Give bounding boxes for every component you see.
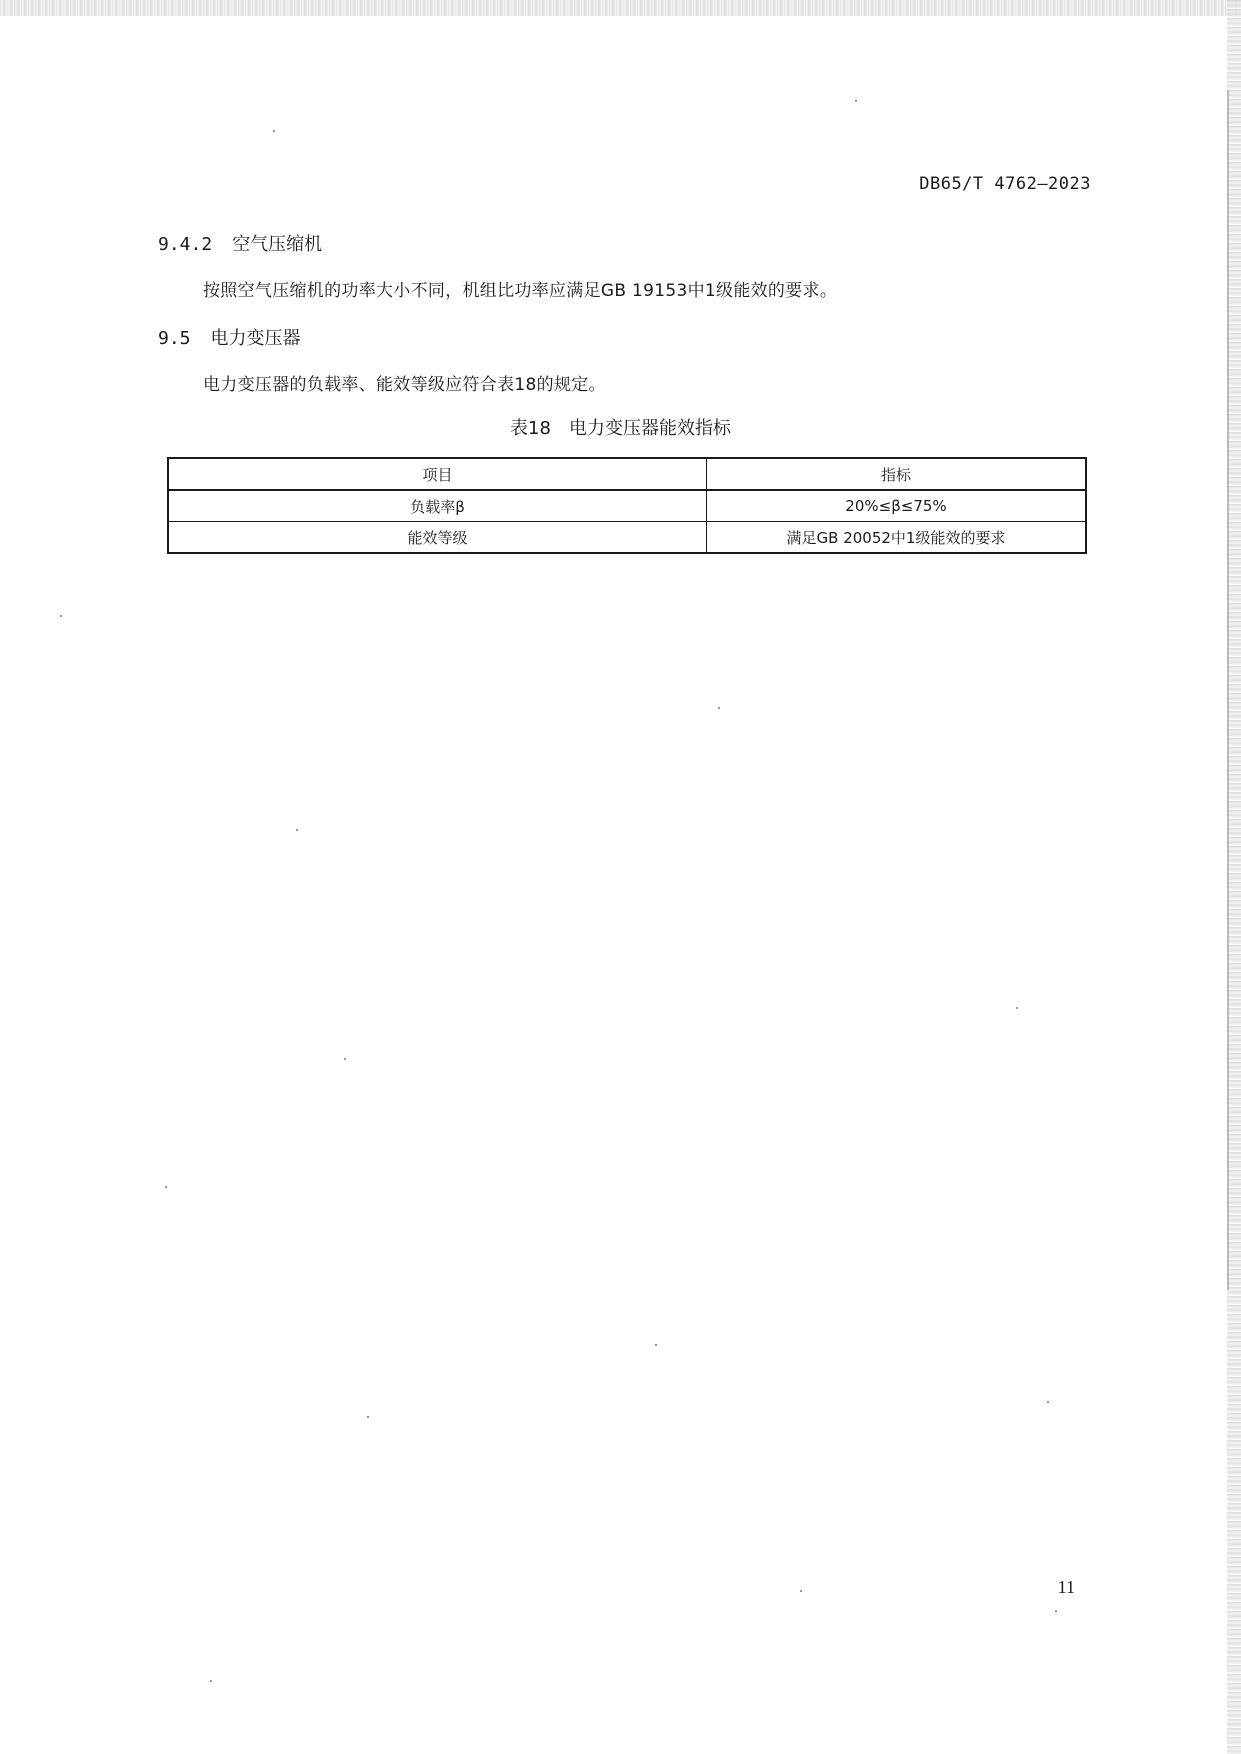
scan-speck [165,1186,167,1188]
table-cell: 20%≤β≤75% [707,490,1087,522]
document-code: DB65/T 4762—2023 [919,174,1091,194]
section-number: 9.5 [158,328,191,349]
scan-speck [800,1590,802,1592]
section-paragraph: 按照空气压缩机的功率大小不同，机组比功率应满足GB 19153中1级能效的要求。 [203,281,838,301]
scan-speck [210,1680,212,1682]
scan-speck [367,1416,369,1418]
table-cell: 满足GB 20052中1级能效的要求 [707,522,1087,554]
table-row [168,522,1086,554]
table-row [168,490,1086,522]
scan-speck [1047,1401,1049,1403]
scan-speck [1055,1610,1057,1612]
table-caption-title: 电力变压器能效指标 [568,418,731,439]
section-paragraph: 电力变压器的负载率、能效等级应符合表18的规定。 [203,375,606,395]
table-caption [0,414,1241,440]
section-title: 空气压缩机 [232,234,323,255]
scan-speck [273,130,275,132]
section-number: 9.4.2 [158,234,213,255]
scan-binding-line [1227,90,1229,1290]
table-header-cell: 指标 [707,458,1087,490]
scan-speck [655,1344,657,1346]
transformer-efficiency-table [167,457,1087,554]
section-heading-9-5 [158,324,301,350]
scan-edge-right [1227,0,1241,1754]
section-title: 电力变压器 [210,328,301,349]
table-header-row [168,458,1086,490]
table-header-cell: 项目 [168,458,707,490]
table-cell: 能效等级 [168,522,707,554]
scan-speck [344,1058,346,1060]
section-heading-9-4-2 [158,230,322,256]
scan-speck [296,829,298,831]
scan-speck [1016,1007,1018,1009]
table-cell: 负载率β [168,490,707,522]
scan-speck [718,707,720,709]
scan-speck [60,615,62,617]
table-caption-label: 表18 [510,418,551,439]
scan-edge-top [0,0,1241,16]
scan-speck [855,100,857,102]
page-number: 11 [1057,1577,1075,1597]
